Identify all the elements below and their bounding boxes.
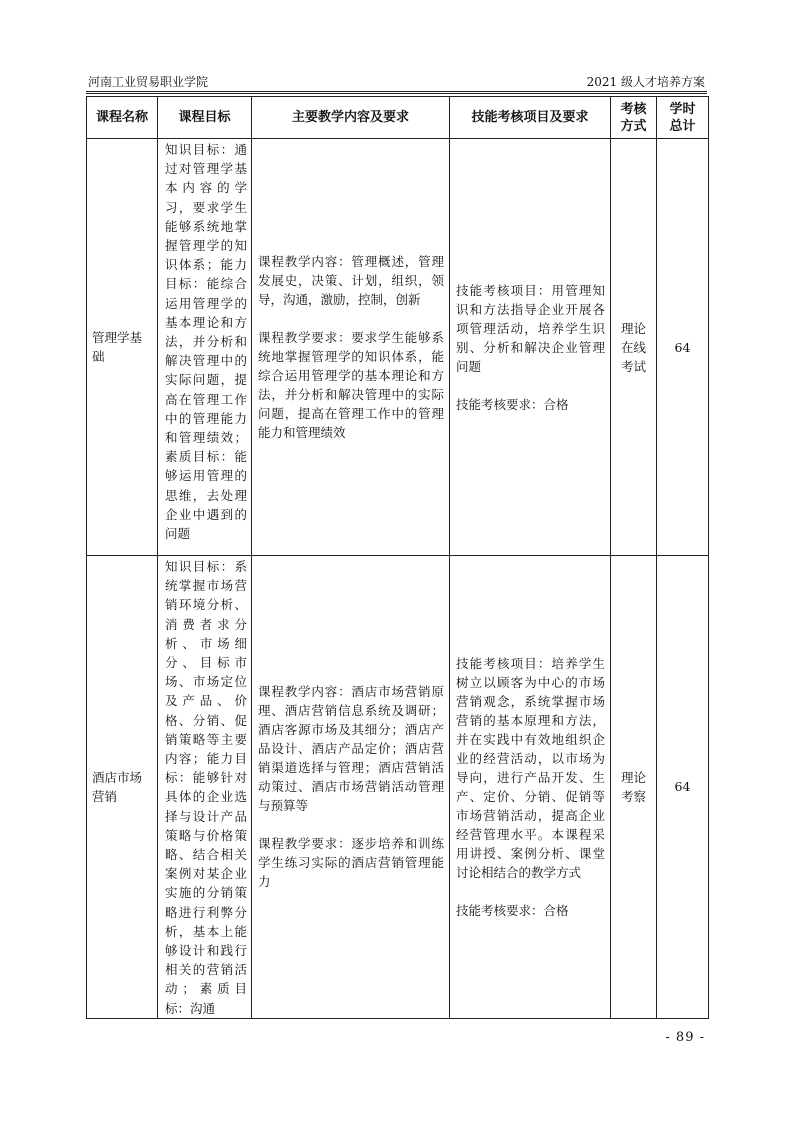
total-hours: 64 [657, 139, 709, 556]
col-header-name: 课程名称 [87, 97, 158, 139]
skill-requirements: 技能考核要求：合格 [456, 396, 569, 412]
skill-items: 技能考核项目：培养学生树立以顾客为中心的市场营销观念，系统掌握市场营销的基本原理和方法，并在实践中有效地组织企业的经营活动，以市场为导向，进行产品开发、生产、定价、分销、促销等市场营销活动，提高企业经营管理水平。本课程采用讲授、案例分析、课堂讨论相结合的教学方式 [456, 655, 605, 880]
col-header-skill: 技能考核项目及要求 [450, 97, 611, 139]
content-topics: 课程教学内容：管理概述，管理发展史，决策、计划，组织，领导，沟通，激励，控制，创新 [258, 254, 444, 307]
table-row [87, 139, 709, 556]
col-header-hours: 学时总计 [669, 101, 696, 134]
col-header-content: 主要教学内容及要求 [252, 97, 450, 139]
school-name: 河南工业贸易职业学院 [88, 75, 209, 89]
col-header-method: 考核方式 [620, 101, 647, 134]
course-name: 管理学基础 [87, 139, 158, 556]
course-content [252, 139, 450, 556]
course-name: 酒店市场营销 [87, 556, 158, 1019]
assessment-method: 理论在线考试 [611, 139, 657, 556]
skill-requirements: 技能考核要求：合格 [456, 902, 569, 918]
content-requirements: 课程教学要求：逐步培养和训练学生练习实际的酒店营销管理能力 [258, 836, 444, 890]
table-header-row [87, 97, 709, 139]
course-table [86, 96, 709, 1019]
header-rule [86, 93, 707, 94]
skill-assessment [450, 556, 611, 1019]
skill-items: 技能考核项目：用管理知识和方法指导企业开展各项管理活动，培养学生识别、分析和解决企业管理问题 [456, 282, 605, 374]
page-number: - 89 - [665, 1030, 705, 1045]
course-content [252, 556, 450, 1019]
col-header-method-cell [611, 97, 657, 139]
page-header [86, 71, 707, 92]
course-goal: 知识目标：系统掌握市场营销环境分析、消费者求分析、市场细分、目标市场、市场定位及产品、价格、分销、促销策略等主要内容；能力目标：能够针对具体的企业选择与设计产品策略与价格策略、结合相关案例对某企业实施的分销策略进行利弊分析，基本上能够设计和践行相关的营销活动；素质目标：沟通 [158, 556, 252, 1019]
course-goal: 知识目标：通过对管理学基本内容的学习，要求学生能够系统地掌握管理学的知识体系；能力目标：能综合运用管理学的基本理论和方法，并分析和解决管理中的实际问题，提高在管理工作中的管理能力和管理绩效；素质目标：能够运用管理的思维，去处理企业中遇到的问题 [158, 139, 252, 556]
assessment-method: 理论考察 [611, 556, 657, 1019]
col-header-hours-cell [657, 97, 709, 139]
col-header-goal: 课程目标 [158, 97, 252, 139]
document-title: 2021 级人才培养方案 [586, 75, 705, 89]
content-requirements: 课程教学要求：要求学生能够系统地掌握管理学的知识体系，能综合运用管理学的基本理论和方法，并分析和解决管理中的实际问题，提高在管理工作中的管理能力和管理绩效 [258, 330, 444, 440]
total-hours: 64 [657, 556, 709, 1019]
content-topics: 课程教学内容：酒店市场营销原理、酒店营销信息系统及调研；酒店客源市场及其细分；酒店产品设计、酒店产品定价；酒店营销渠道选择与管理；酒店营销活动策过、酒店市场营销活动管理与预算等 [258, 684, 444, 814]
skill-assessment [450, 139, 611, 556]
table-row [87, 556, 709, 1019]
